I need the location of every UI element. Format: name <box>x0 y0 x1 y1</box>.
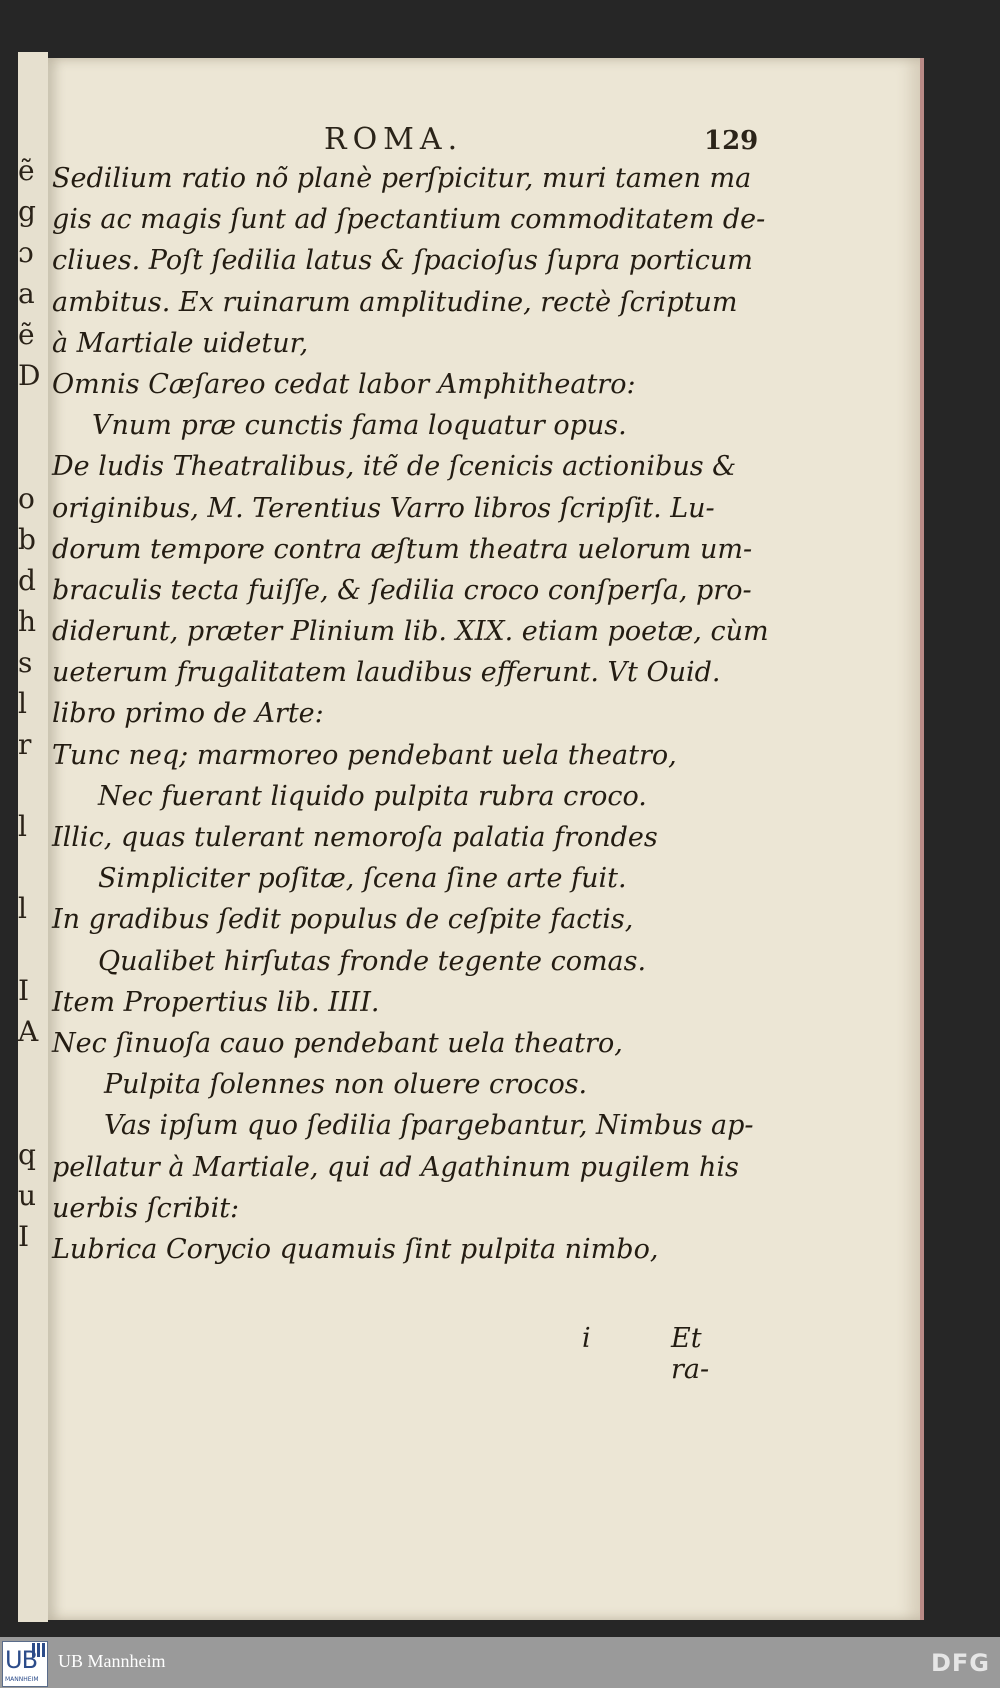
previous-page-letter <box>18 396 48 437</box>
text-line: Vas ipſum quo ſedilia ſpargebantur, Nimbus ap- <box>104 1110 754 1142</box>
logo-subtext: MANNHEIM <box>5 1676 39 1683</box>
text-line: Illic, quas tulerant nemoroſa palatia frondes <box>52 822 658 853</box>
footer-bar <box>0 1637 1000 1688</box>
previous-page-letter: h <box>18 605 37 638</box>
previous-page-letter: r <box>18 728 32 761</box>
text-line: libro primo de Arte: <box>52 698 324 730</box>
text-line: Nec ſinuoſa cauo pendebant uela theatro, <box>52 1027 623 1059</box>
previous-page-letter: A <box>18 1015 39 1048</box>
text-line: Omnis Cæſareo cedat labor Amphitheatro: <box>52 368 636 400</box>
previous-page-letter: l <box>18 892 27 925</box>
catchline <box>538 1323 738 1385</box>
text-line: uerbis ſcribit: <box>52 1192 240 1224</box>
text-line: originibus, M. Terentius Varro libros ſcripſit. Lu- <box>52 492 715 524</box>
previous-page-letter: ɔ <box>18 236 34 269</box>
previous-page-letter <box>18 847 48 888</box>
logo-text: UB <box>5 1646 38 1674</box>
text-line: De ludis Theatralibus, itẽ de ſcenicis actionibus & <box>52 451 737 483</box>
previous-page-letter <box>18 929 48 970</box>
previous-page-letter: I <box>18 974 30 1007</box>
previous-page-letters <box>18 150 48 1257</box>
text-line: à Martiale uidetur, <box>52 327 309 359</box>
running-head-title: ROMA. <box>324 122 464 157</box>
book-page <box>48 58 924 1620</box>
text-line: ambitus. Ex ruinarum amplitudine, rectè ſcriptum <box>52 286 738 318</box>
text-line: Nec fuerant liquido pulpita rubra croco. <box>98 780 647 812</box>
text-line: In gradibus ſedit populus de ceſpite factis, <box>52 904 634 936</box>
previous-page-letter: b <box>18 523 36 556</box>
text-line: Item Propertius lib. IIII. <box>52 986 380 1018</box>
text-line: Simpliciter poſitæ, ſcena ſine arte fuit. <box>98 863 627 895</box>
previous-page-letter: l <box>18 810 27 843</box>
text-line: Pulpita ſolennes non oluere crocos. <box>104 1069 588 1101</box>
library-name[interactable]: UB Mannheim <box>58 1651 166 1671</box>
previous-page-letter: s <box>18 646 33 679</box>
text-line: ueterum frugalitatem laudibus efferunt. Vt Ouid. <box>52 657 721 689</box>
previous-page-letter: a <box>18 277 35 310</box>
text-line: braculis tecta fuiſſe, & ſedilia croco conſperſa, pro- <box>52 574 752 606</box>
previous-page-letter: d <box>18 564 36 597</box>
text-line: Qualibet hirſutas fronde tegente comas. <box>98 945 647 977</box>
previous-page-letter: q <box>18 1138 36 1171</box>
page-number: 129 <box>704 126 759 156</box>
previous-page-letter: D <box>18 359 41 392</box>
text-line: Tunc neq; marmoreo pendebant uela theatro, <box>52 739 677 771</box>
dfg-logo[interactable]: DFG <box>930 1649 990 1677</box>
text-line: dorum tempore contra æſtum theatra uelorum um- <box>52 533 753 565</box>
text-line: Lubrica Corycio quamuis ſint pulpita nimbo, <box>52 1233 659 1265</box>
text-line: cliues. Poſt ſedilia latus & ſpacioſus ſupra porticum <box>52 245 753 277</box>
catchword: Et ra- <box>671 1323 710 1385</box>
previous-page-letter: g <box>18 195 36 228</box>
previous-page-letter <box>18 1052 48 1093</box>
text-line: Vnum præ cunctis fama loquatur opus. <box>92 410 627 442</box>
previous-page-letter: o <box>18 482 35 515</box>
signature-mark: i <box>582 1323 591 1354</box>
text-line: Sedilium ratio nõ planè perſpicitur, muri tamen ma <box>52 163 752 194</box>
previous-page-letter <box>18 1093 48 1134</box>
text-line: pellatur à Martiale, qui ad Agathinum pugilem his <box>52 1151 739 1183</box>
previous-page-letter: l <box>18 687 27 720</box>
text-line: diderunt, præter Plinium lib. XIX. etiam poetæ, cùm <box>52 616 769 648</box>
previous-page-letter <box>18 437 48 478</box>
previous-page-letter: ẽ <box>18 318 35 351</box>
text-line: gis ac magis ſunt ad ſpectantium commoditatem de- <box>52 204 766 236</box>
previous-page-letter: ẽ <box>18 154 35 187</box>
running-head <box>102 122 759 162</box>
previous-page-letter: I <box>18 1220 30 1253</box>
previous-page-letter <box>18 765 48 806</box>
ub-mannheim-logo[interactable] <box>2 1641 48 1687</box>
text-block <box>52 158 769 1270</box>
previous-page-letter: u <box>18 1179 37 1212</box>
